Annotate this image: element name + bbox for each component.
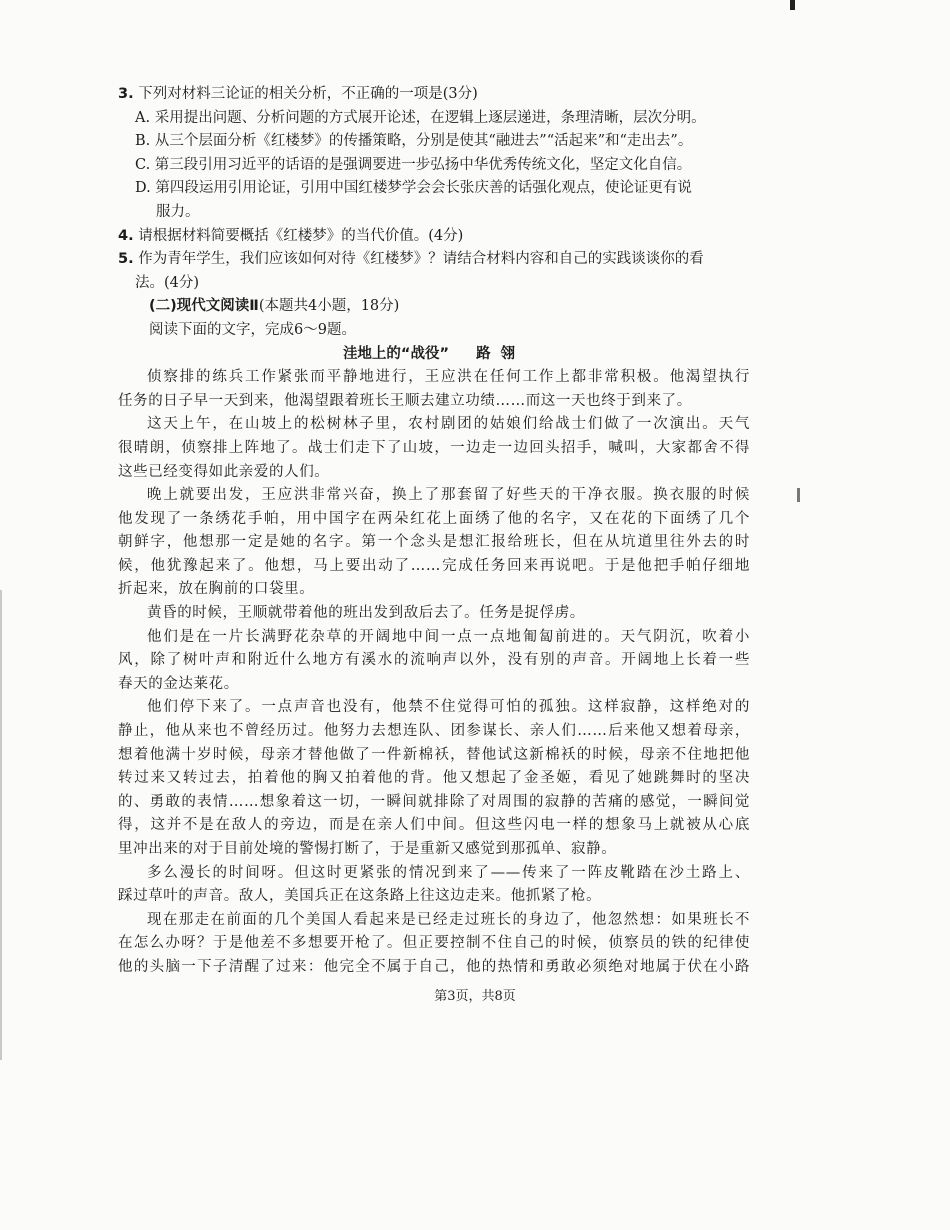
story-line: 里冲出来的对于目前处境的警惕打断了，于是重新又感觉到那孤单、寂静。	[118, 841, 617, 857]
story-line: 侦察排的练兵工作紧张而平静地进行，王应洪在任何工作上都非常积极。他渴望执行	[147, 369, 750, 386]
scan-speck	[797, 488, 800, 502]
story-line: 风，除了树叶声和附近什么地方有溪水的流响声以外，没有别的声音。开阔地上长着一些	[118, 652, 750, 669]
story-line: 想着他满十岁时候，母亲才替他做了一件新棉袄，替他试这新棉袄的时候，母亲不住地把他	[118, 746, 750, 763]
story-line: 踩过草叶的声音。敌人，美国兵正在这条路上往这边走来。他抓紧了枪。	[118, 888, 602, 905]
story-line: 晚上就要出发，王应洪非常兴奋，换上了那套留了好些天的干净衣服。换衣服的时候	[147, 487, 750, 504]
story-line: 得，这并不是在敌人的旁边，而是在亲人们中间。但这些闪电一样的想象马上就被从心底	[118, 817, 750, 834]
option-d: D. 第四段运用引用论证，引用中国红楼梦学会会长张庆善的话强化观点，使论证更有说	[135, 180, 692, 197]
story-line: 转过来又转过去，拍着他的胸又拍着他的背。他又想起了金圣姬，看见了她跳舞时的坚决	[118, 770, 750, 787]
option-a: A. 采用提出问题、分析问题的方式展开论述，在逻辑上逐层递进，条理清晰，层次分明。	[135, 109, 706, 126]
scan-edge-mark	[790, 0, 795, 10]
story-line: 他们是在一片长满野花杂草的开阔地中间一点一点地匍匐前进的。天气阴沉，吹着小	[147, 628, 750, 645]
section-instruction: 阅读下面的文字，完成6～9题。	[149, 321, 356, 338]
option-b: B. 从三个层面分析《红楼梦》的传播策略，分别是使其“融进去”“活起来”和“走出去”。	[135, 133, 693, 150]
story-line: 的、勇敢的表情……想象着这一切，一瞬间就排除了对周围的寂静的苦痛的感觉，一瞬间觉	[118, 793, 750, 810]
story-line: 这天上午，在山坡上的松树林子里，农村剧团的姑娘们给战士们做了一次演出。天气	[147, 416, 750, 433]
section-heading	[118, 295, 750, 319]
story-title-line	[118, 343, 750, 367]
question-text: 下列对材料三论证的相关分析，不正确的一项是(3分)	[138, 86, 478, 102]
option-c: C. 第三段引用习近平的话语的是强调要进一步弘扬中华优秀传统文化，坚定文化自信。	[135, 156, 692, 173]
story-line: 在怎么办呀？于是他差不多想要开枪了。但正要控制不住自己的时候，侦察员的铁的纪律使	[118, 935, 750, 952]
section-title: (二)现代文阅读Ⅱ	[149, 298, 259, 315]
question-text: 请根据材料简要概括《红楼梦》的当代价值。(4分)	[138, 227, 464, 244]
story-line: 多么漫长的时间呀。但这时更紧张的情况到来了——传来了一阵皮靴踏在沙土路上、	[147, 864, 750, 881]
story-line: 春天的金达莱花。	[118, 675, 239, 692]
story-line: 他的头脑一下子清醒了过来：他完全不属于自己，他的热情和勇敢必须绝对地属于伏在小路	[118, 958, 750, 975]
story-line: 这些已经变得如此亲爱的人们。	[118, 463, 330, 480]
page-footer: 第3页，共8页	[434, 989, 516, 1004]
story-line: 任务的日子早一天到来，他渴望跟着班长王顺去建立功绩……而这一天也终于到来了。	[118, 392, 692, 409]
story-line: 很晴朗，侦察排上阵地了。战士们走下了山坡，一边走一边回头招手，喊叫，大家都舍不得	[118, 439, 750, 456]
question-5-continued: 法。(4分)	[135, 274, 200, 291]
option-d-continued: 服力。	[156, 203, 200, 220]
question-3-stem	[118, 83, 750, 107]
section-note: (本题共4小题，18分)	[258, 298, 400, 315]
story-line: 朝鲜字，他想那一定是她的名字。第一个念头是想汇报给班长，但在从坑道里往外去的时	[118, 534, 750, 551]
question-text: 作为青年学生，我们应该如何对待《红楼梦》？请结合材料内容和自己的实践谈谈你的看	[138, 251, 704, 268]
story-line: 他发现了一条绣花手帕，用中国字在两朵红花上面绣了他的名字，又在花的下面绣了几个	[118, 510, 750, 527]
question-4	[118, 225, 750, 249]
story-line: 候，他犹豫起来了。他想，马上要出动了……完成任务回来再说吧。于是他把手帕仔细地	[118, 557, 750, 574]
question-5	[118, 248, 750, 272]
exam-page-content	[118, 83, 750, 980]
story-line: 黄昏的时候，王顺就带着他的班出发到敌后去了。任务是捉俘虏。	[147, 605, 585, 622]
story-line: 现在那走在前面的几个美国人看起来是已经走过班长的身边了，他忽然想：如果班长不	[147, 911, 750, 928]
question-number: 4.	[118, 227, 134, 244]
question-number: 3.	[118, 86, 134, 102]
story-line: 静止，他从来也不曾经历过。他努力去想连队、团参谋长、亲人们……后来他又想着母亲，	[118, 723, 750, 740]
story-author: 路翎	[476, 345, 526, 362]
story-line: 折起来，放在胸前的口袋里。	[118, 581, 315, 598]
story-body	[118, 366, 750, 979]
question-number: 5.	[118, 251, 134, 268]
story-line: 他们停下来了。一点声音也没有，他禁不住觉得可怕的孤独。这样寂静，这样绝对的	[147, 699, 750, 716]
story-title: 洼地上的“战役”	[342, 345, 449, 362]
